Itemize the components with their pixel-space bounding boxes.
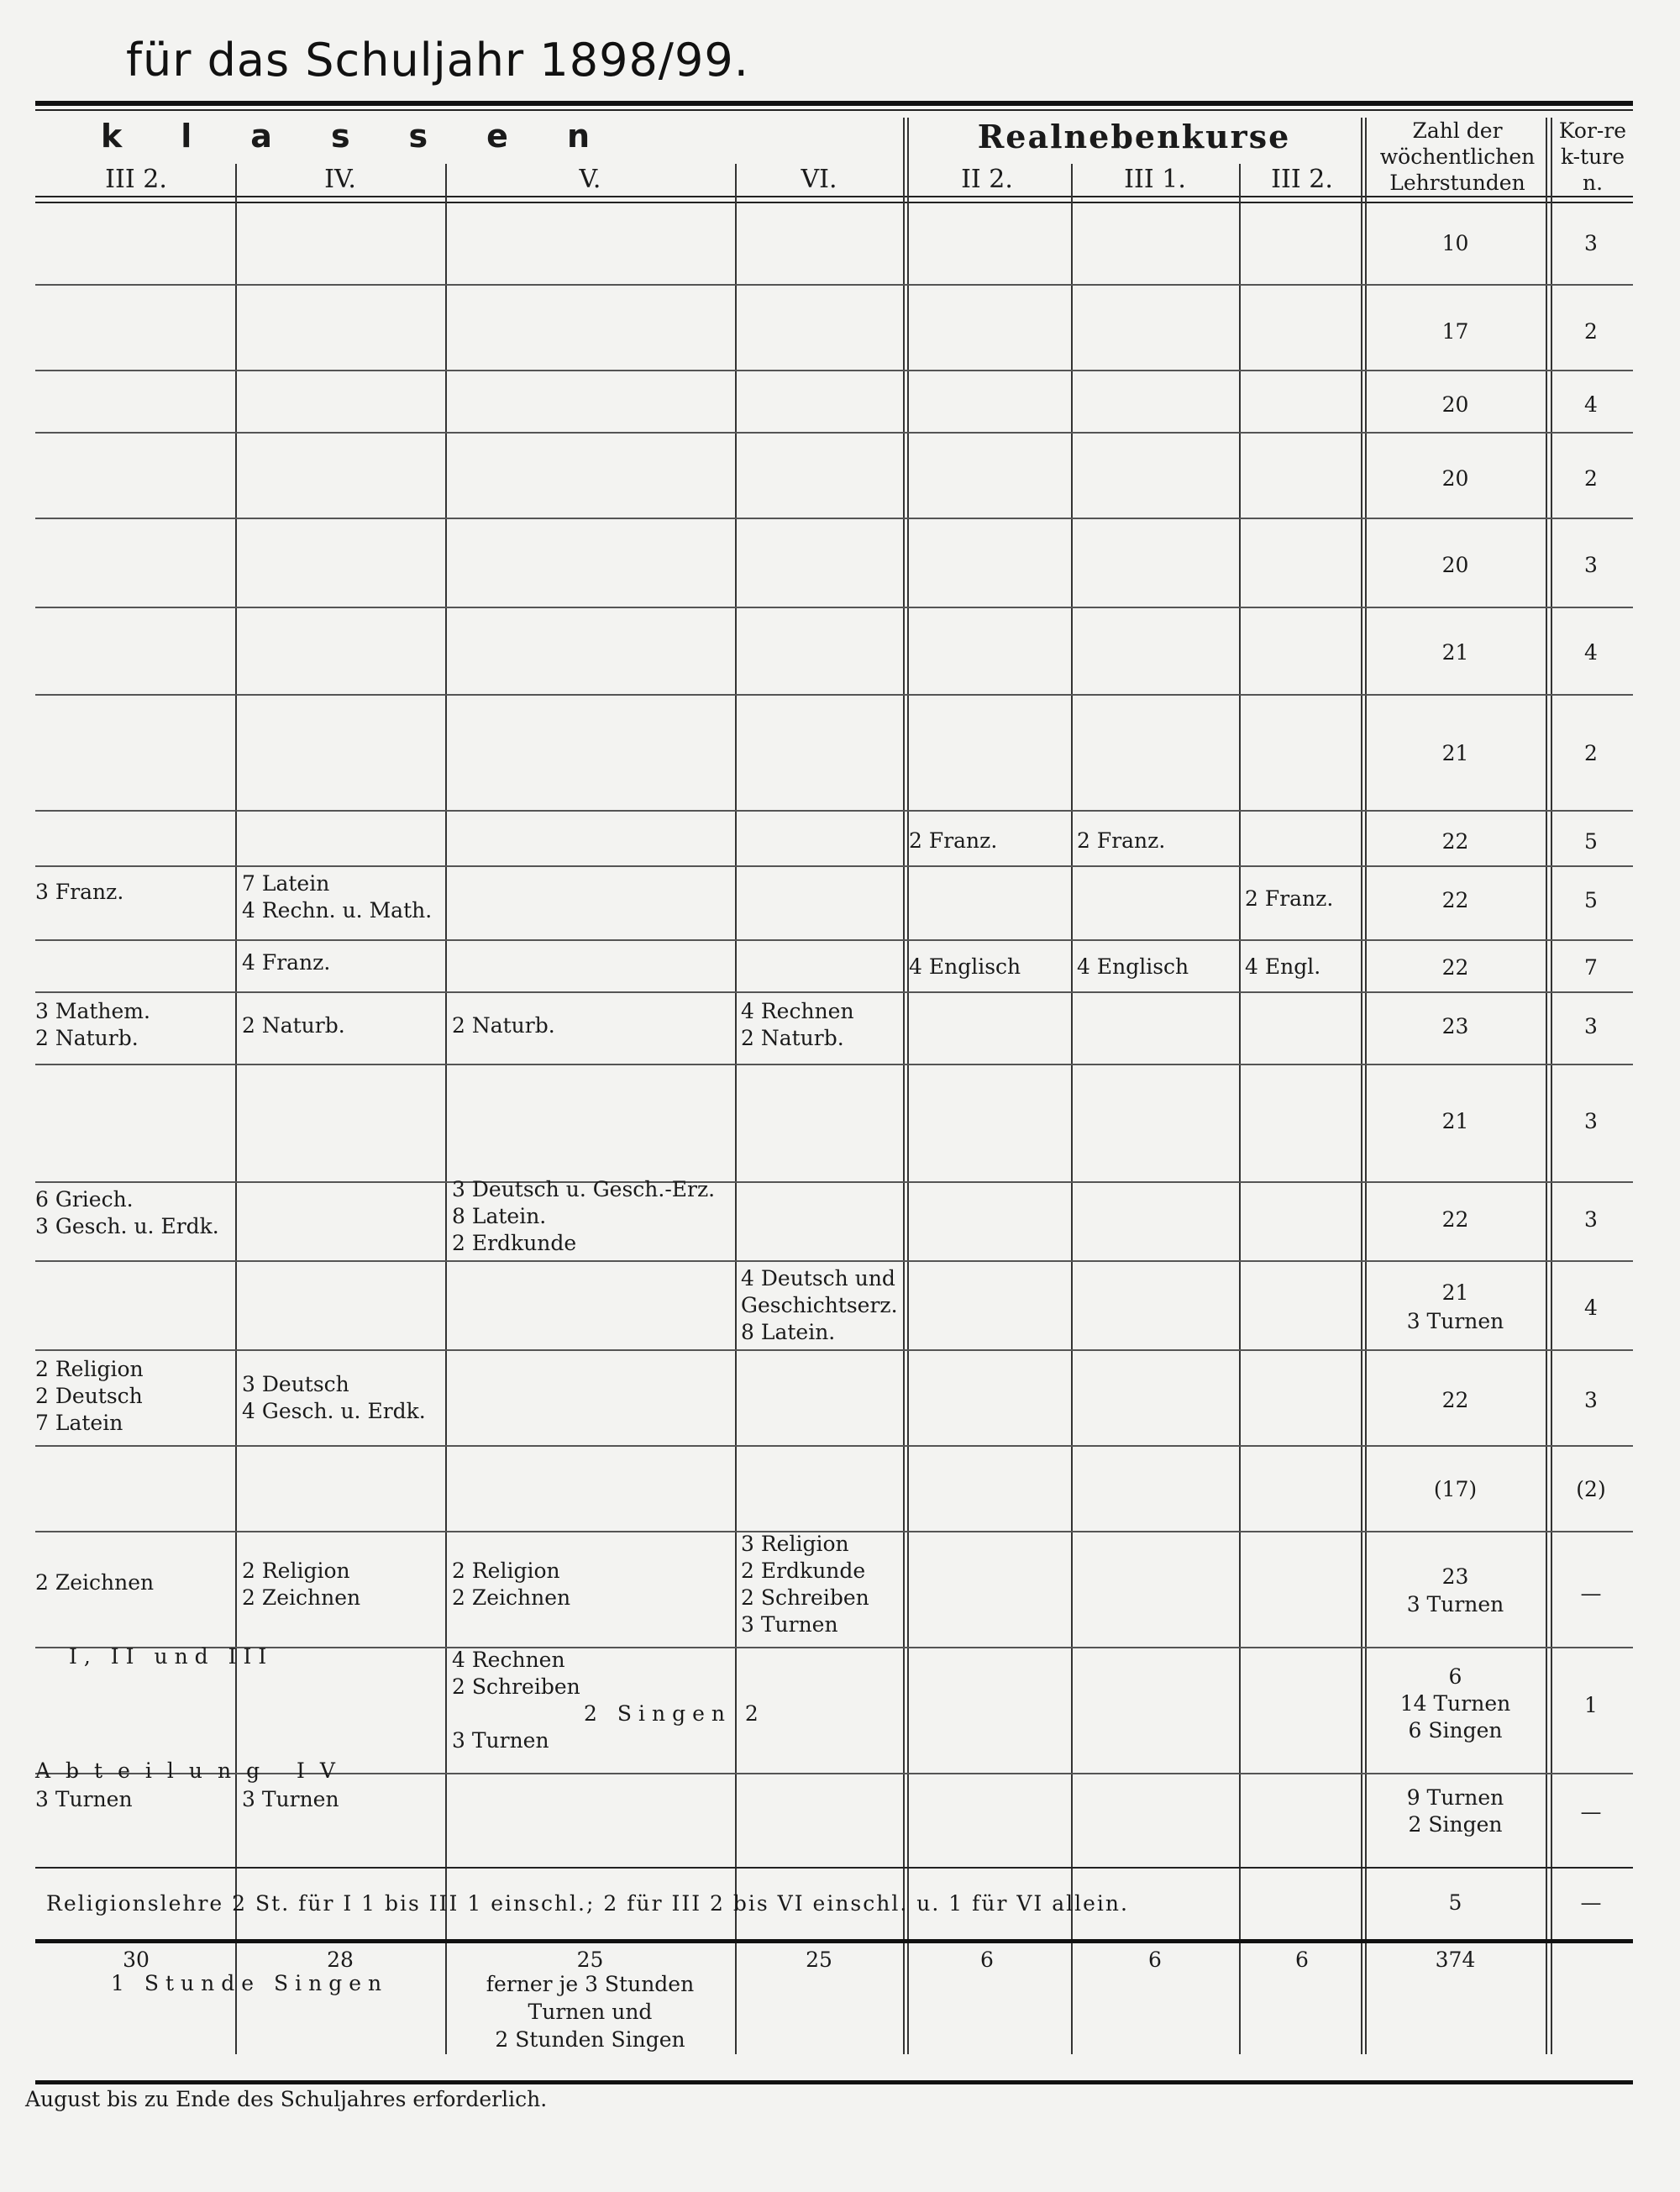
korr-cell: (2) xyxy=(1576,1477,1606,1501)
col-header-vi: VI. xyxy=(801,165,837,194)
hours-cell-turnen: 3 Turnen xyxy=(1406,1309,1504,1333)
religion-korr: — xyxy=(1580,1890,1602,1915)
cell-iii2-real: 2 Franz. xyxy=(1245,886,1334,911)
hours-cell: 22 xyxy=(1441,888,1469,912)
cell-iii2-real: 4 Engl. xyxy=(1245,954,1321,979)
cell-iii2: 6 Griech. 3 Gesch. u. Erdk. xyxy=(35,1187,219,1238)
col-line xyxy=(1546,118,1547,2054)
cell-v: 3 Deutsch u. Gesch.-Erz. 8 Latein. 2 Erdkunde xyxy=(452,1177,716,1255)
page-title: für das Schuljahr 1898/99. xyxy=(126,34,749,87)
korr-cell: 4 xyxy=(1584,640,1598,665)
cell-vi: 4 Rechnen 2 Naturb. xyxy=(741,999,854,1050)
cell-iv: 2 Religion 2 Zeichnen xyxy=(242,1559,361,1610)
total-iii1-real: 6 xyxy=(1148,1948,1162,1972)
korr-cell: 3 xyxy=(1584,1014,1598,1038)
total-iii2-real: 6 xyxy=(1295,1948,1309,1972)
row-line xyxy=(35,370,1633,371)
cell-v: 2 Religion 2 Zeichnen xyxy=(452,1559,571,1610)
hours-cell: (17) xyxy=(1433,1477,1478,1501)
col-header-korrekturen: Kor-rek-turen. xyxy=(1558,118,1627,195)
hours-cell: 17 xyxy=(1441,319,1469,344)
hours-cell: 20 xyxy=(1441,553,1469,577)
row-line xyxy=(35,810,1633,812)
korr-cell: 1 xyxy=(1584,1693,1598,1717)
col-line xyxy=(903,118,905,2054)
cell-v: 4 Rechnen 2 Schreiben xyxy=(452,1648,580,1699)
hours-cell: 9 Turnen 2 Singen xyxy=(1406,1785,1504,1837)
abteilung-label: Abteilung IV xyxy=(35,1758,350,1783)
col-header-iii1-real: III 1. xyxy=(1124,165,1186,194)
cell-ii2-real: 2 Franz. xyxy=(909,828,998,853)
row-line xyxy=(35,1349,1633,1351)
row-line xyxy=(35,1260,1633,1262)
korr-cell: 3 xyxy=(1584,1109,1598,1133)
realnebenkurse-heading: Realnebenkurse xyxy=(977,118,1291,155)
col-header-ii2-real: II 2. xyxy=(961,165,1013,194)
cell-iii2: 3 Mathem. 2 Naturb. xyxy=(35,999,150,1050)
religion-hours: 5 xyxy=(1448,1890,1462,1915)
bottom-rule xyxy=(35,2080,1633,2084)
klassen-heading: klassen xyxy=(101,118,649,155)
total-ii2-real: 6 xyxy=(980,1948,994,1972)
col-line xyxy=(1071,164,1073,2054)
cell-iv: 7 Latein 4 Rechn. u. Math. xyxy=(242,871,433,923)
total-iv: 28 xyxy=(327,1948,354,1972)
cell-iii2: 2 Zeichnen xyxy=(35,1570,155,1595)
row-line xyxy=(35,1064,1633,1065)
hours-cell: 20 xyxy=(1441,392,1469,417)
cell-v: 2 Naturb. xyxy=(452,1013,555,1038)
cell-iii1-real: 4 Englisch xyxy=(1077,954,1189,979)
hours-cell: 23 xyxy=(1441,1014,1469,1038)
totals-rule xyxy=(35,1939,1633,1943)
row-line xyxy=(35,1445,1633,1447)
hours-cell: 23 xyxy=(1441,1564,1469,1589)
hours-cell: 21 xyxy=(1441,640,1469,665)
row-line xyxy=(35,1181,1633,1183)
row-line xyxy=(35,518,1633,519)
hours-cell: 22 xyxy=(1441,1388,1469,1412)
singen-span: 2 Singen 2 xyxy=(584,1701,765,1726)
cell-iv: 3 Deutsch 4 Gesch. u. Erdk. xyxy=(242,1372,426,1423)
korr-cell: 4 xyxy=(1584,1296,1598,1320)
total-hours: 374 xyxy=(1435,1948,1476,1972)
row-line xyxy=(35,694,1633,696)
cell-ii2-real: 4 Englisch xyxy=(909,954,1021,979)
cell-iii2: 3 Franz. xyxy=(35,880,124,904)
hours-cell: 22 xyxy=(1441,829,1469,854)
row-line xyxy=(35,1647,1633,1648)
col-line xyxy=(1361,118,1362,2054)
cell-iv: 2 Naturb. xyxy=(242,1013,345,1038)
row-line xyxy=(35,607,1633,608)
cell-vi: 3 Religion 2 Erdkunde 2 Schreiben 3 Turnen xyxy=(741,1532,869,1637)
col-line xyxy=(907,118,909,2054)
korr-cell: 3 xyxy=(1584,553,1598,577)
cell-iii2: I, II und III xyxy=(69,1644,274,1669)
religion-row-top xyxy=(35,1867,1633,1869)
hours-cell: 20 xyxy=(1441,466,1469,491)
row-line xyxy=(35,432,1633,434)
korr-cell: 7 xyxy=(1584,955,1598,980)
row-line xyxy=(35,865,1633,867)
total-note-singen: 1 Stunde Singen xyxy=(111,1971,389,1995)
hours-cell: 21 xyxy=(1441,741,1469,765)
cell-v: 3 Turnen xyxy=(452,1728,549,1753)
cell-vi: 4 Deutsch und Geschichtserz. 8 Latein. xyxy=(741,1266,898,1344)
hours-cell: 22 xyxy=(1441,1207,1469,1232)
total-v: 25 xyxy=(576,1948,604,1972)
header-rule xyxy=(35,196,1633,197)
hours-cell: 21 xyxy=(1441,1280,1469,1305)
total-iii2: 30 xyxy=(123,1948,150,1972)
religion-row-text: Religionslehre 2 St. für I 1 bis III 1 einschl.; 2 für III 2 bis VI einschl. u. 1 für VI allein. xyxy=(46,1891,1129,1916)
row-line xyxy=(35,991,1633,993)
top-rule-thin xyxy=(35,109,1633,111)
cell-iii1-real: 2 Franz. xyxy=(1077,828,1166,853)
korr-cell: 3 xyxy=(1584,1207,1598,1232)
hours-cell: 6 14 Turnen 6 Singen xyxy=(1399,1664,1511,1743)
total-vi: 25 xyxy=(806,1948,832,1972)
row-line xyxy=(35,284,1633,286)
total-note-turnen: ferner je 3 Stunden Turnen und 2 Stunden Singen xyxy=(486,1972,695,2052)
col-header-iii2-real: III 2. xyxy=(1271,165,1333,194)
col-header-v: V. xyxy=(579,165,601,194)
korr-cell: 2 xyxy=(1584,741,1598,765)
korr-cell: 3 xyxy=(1584,1388,1598,1412)
korr-cell: 2 xyxy=(1584,319,1598,344)
header-rule-2 xyxy=(35,202,1633,203)
top-rule xyxy=(35,101,1633,106)
row-line xyxy=(35,939,1633,941)
col-line xyxy=(445,164,447,2054)
korr-cell: 2 xyxy=(1584,466,1598,491)
korr-cell: 4 xyxy=(1584,392,1598,417)
footer-text: August bis zu Ende des Schuljahres erforderlich. xyxy=(25,2087,548,2111)
korr-cell: — xyxy=(1580,1581,1602,1606)
korr-cell: 5 xyxy=(1584,888,1598,912)
col-header-lehrstunden: Zahl der wöchentlichen Lehrstunden xyxy=(1379,118,1536,195)
korr-cell: 5 xyxy=(1584,829,1598,854)
korr-cell: 3 xyxy=(1584,231,1598,255)
cell-iv: 3 Turnen xyxy=(242,1787,339,1811)
hours-cell: 22 xyxy=(1441,955,1469,980)
hours-cell: 21 xyxy=(1441,1109,1469,1133)
cell-iii2: 2 Religion 2 Deutsch 7 Latein xyxy=(35,1357,144,1435)
col-header-iii2: III 2. xyxy=(105,165,167,194)
cell-iv: 4 Franz. xyxy=(242,950,331,975)
col-line xyxy=(735,164,737,2054)
col-header-iv: IV. xyxy=(324,165,356,194)
korr-cell: — xyxy=(1580,1800,1602,1824)
hours-cell: 10 xyxy=(1441,231,1469,255)
hours-cell-turnen: 3 Turnen xyxy=(1406,1592,1504,1616)
cell-iii2: 3 Turnen xyxy=(35,1787,133,1811)
col-line xyxy=(1239,164,1241,2054)
